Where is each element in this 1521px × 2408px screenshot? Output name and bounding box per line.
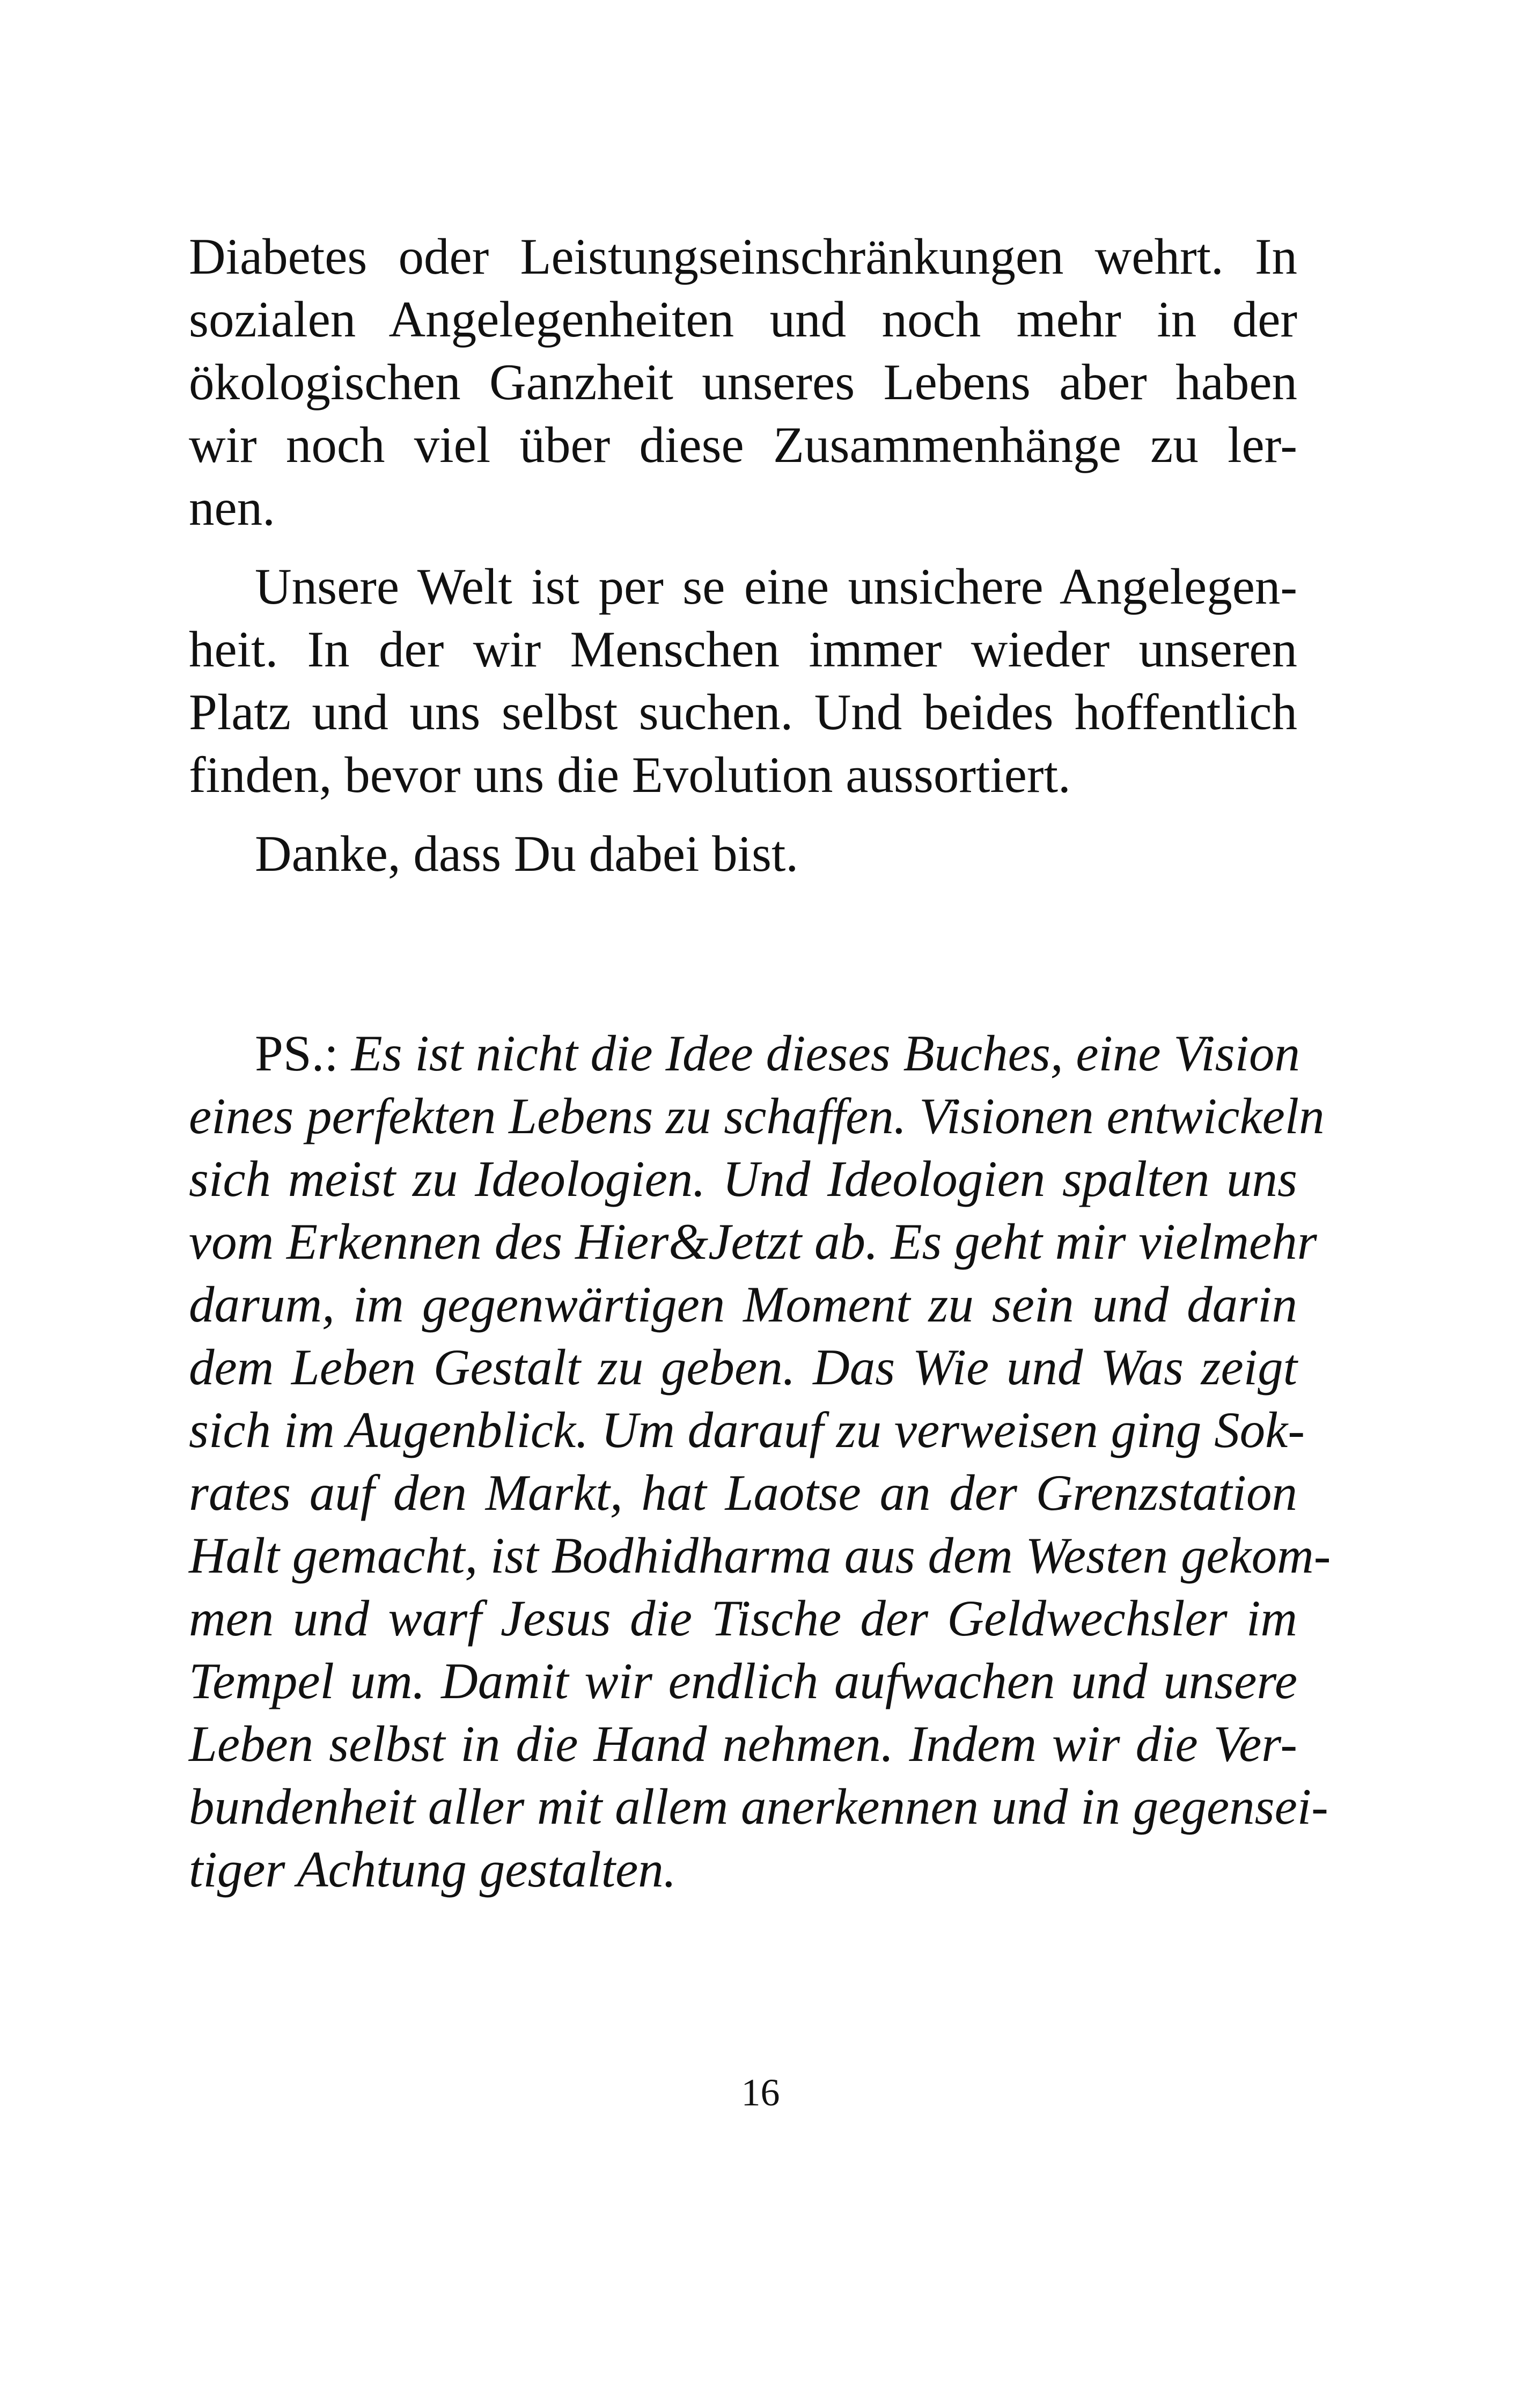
text-line: sich meist zu Ideologien. Und Ideologien spalten uns: [189, 1150, 1297, 1207]
paragraph-3: [189, 823, 1297, 885]
text-line: bundenheit aller mit allem anerkennen und in gegensei-: [189, 1778, 1328, 1835]
postscript-label: PS.:: [255, 1025, 351, 1082]
text-line: Tempel um. Damit wir endlich aufwachen und unsere: [189, 1653, 1297, 1709]
text-line: Halt gemacht, ist Bodhidharma aus dem Westen gekom-: [189, 1527, 1331, 1584]
text-line: sich im Augenblick. Um darauf zu verweisen ging Sok-: [189, 1401, 1305, 1458]
text-line: finden, bevor uns die Evolution aussortiert.: [189, 746, 1071, 803]
text-line: sozialen Angelegenheiten und noch mehr in der: [189, 291, 1297, 348]
paragraph-2: [189, 555, 1297, 806]
text-line: heit. In der wir Menschen immer wieder unseren: [189, 621, 1297, 678]
text-line: men und warf Jesus die Tische der Geldwechsler im: [189, 1590, 1297, 1647]
body-text: [189, 225, 1331, 1901]
text-line: wir noch viel über diese Zusammenhänge zu ler-: [189, 416, 1297, 473]
text-line: Unsere Welt ist per se eine unsichere Angelegen-: [255, 558, 1297, 615]
text-line: vom Erkennen des Hier&Jetzt ab. Es geht mir vielmehr: [189, 1213, 1317, 1270]
text-line: eines perfekten Lebens zu schaffen. Visionen entwickeln: [189, 1088, 1325, 1144]
text-line: darum, im gegenwärtigen Moment zu sein und darin: [189, 1276, 1297, 1333]
paragraph-1: [189, 225, 1297, 539]
postscript: [189, 1022, 1331, 1901]
text-line: tiger Achtung gestalten.: [189, 1841, 677, 1898]
text-line: Platz und uns selbst suchen. Und beides hoffentlich: [189, 684, 1297, 740]
text-line: Diabetes oder Leistungseinschränkungen wehrt. In: [189, 228, 1297, 285]
page-number: 16: [741, 2071, 780, 2114]
text-line: dem Leben Gestalt zu geben. Das Wie und Was zeigt: [189, 1339, 1297, 1396]
text-line: ökologischen Ganzheit unseres Lebens aber haben: [189, 354, 1297, 410]
text-line: Danke, dass Du dabei bist.: [255, 825, 799, 882]
text-line: [189, 1022, 1300, 1085]
text-line: nen.: [189, 479, 275, 536]
postscript-text: Es ist nicht die Idee dieses Buches, eine Vision: [351, 1025, 1300, 1082]
text-line: rates auf den Markt, hat Laotse an der Grenzstation: [189, 1464, 1297, 1521]
text-line: Leben selbst in die Hand nehmen. Indem wir die Ver-: [189, 1715, 1297, 1772]
